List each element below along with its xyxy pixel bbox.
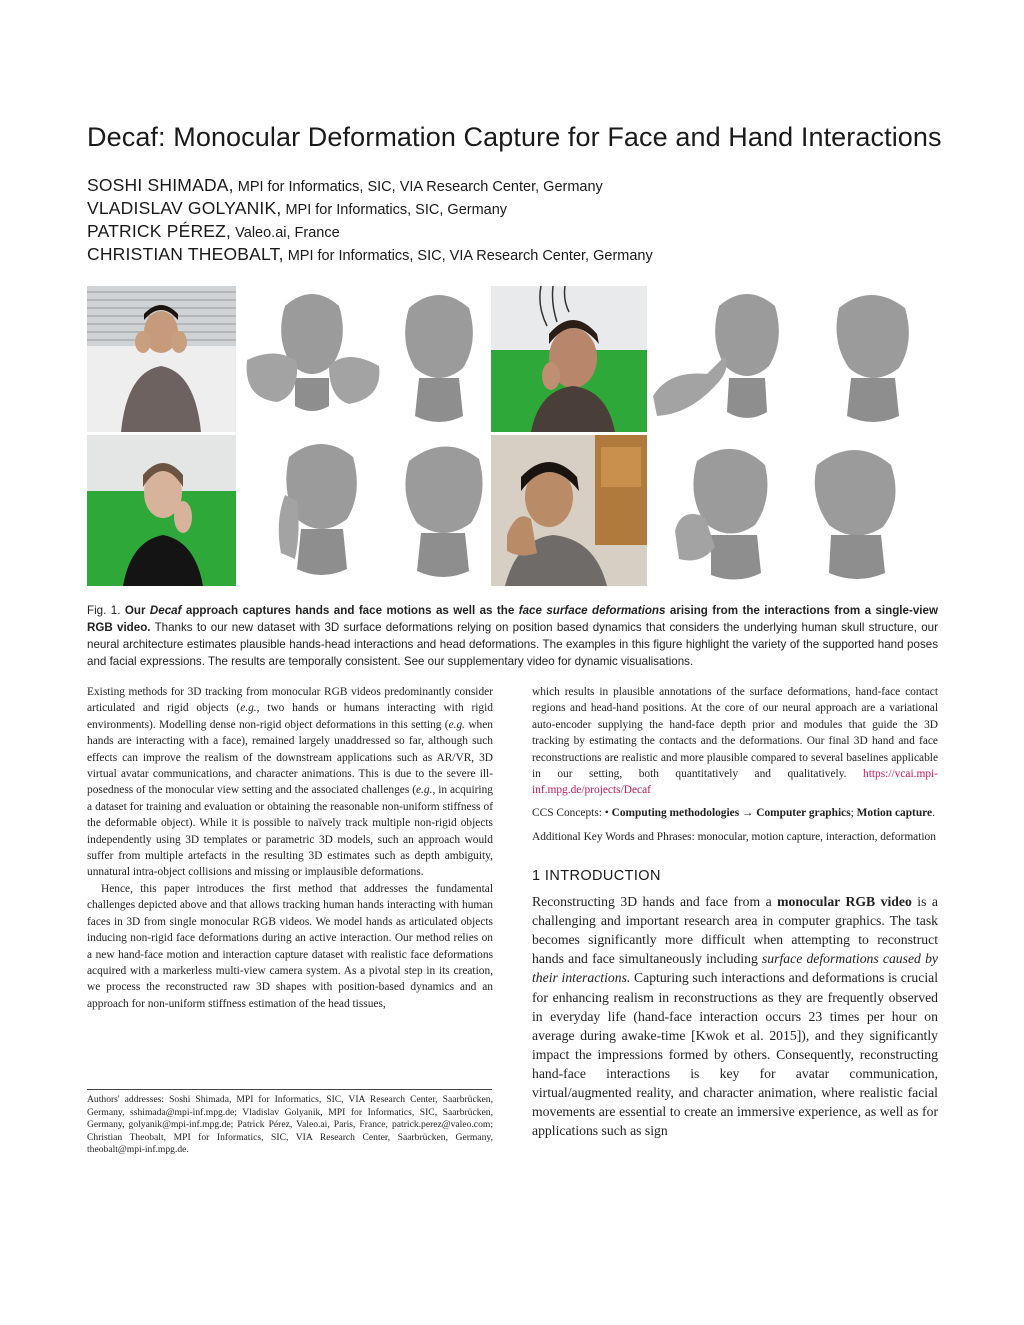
intro-text: Reconstructing 3D hands and face from a <box>532 894 778 910</box>
caption-bold-italic-text: face surface deformations <box>518 604 666 617</box>
author-entry <box>87 174 967 197</box>
caption-bold-text: Our <box>124 604 146 617</box>
author-name: CHRISTIAN THEOBALT, <box>87 244 284 264</box>
reconstruction-mesh-4 <box>817 286 937 432</box>
ccs-concept: Motion capture <box>856 806 933 819</box>
project-url-link[interactable]: https://vcai.mpi-inf.mpg.de/projects/Decaf <box>532 768 938 797</box>
ccs-end: . <box>932 806 935 819</box>
caption-text: Thanks to our new dataset with 3D surface deformations relying on position based dynamics that considers the underlying human skull structure, our neural architecture estimates plausible hands-head interactions and head deformations. The examples in this figure highlight the variety of the supported hand poses and facial expressions. The results are temporally consistent. See our supplementary video for dynamic visualisations. <box>87 621 938 668</box>
section-heading: 1 INTRODUCTION <box>532 867 661 884</box>
caption-bold-italic-text: Decaf <box>149 604 182 617</box>
reconstruction-mesh-1 <box>237 286 388 432</box>
keywords: Additional Key Words and Phrases: monocular, motion capture, interaction, deformation <box>532 831 936 844</box>
authors-addresses-footnote: Authors' addresses: Soshi Shimada, MPI for Informatics, SIC, VIA Research Center, Saarbrücken, Germany, sshimada@mpi-inf.mpg.de; Vladislav Golyanik, MPI for Informatics, SIC, Saarbrücken, Germany, golyanik@mpi-inf.mpg.de; Patrick Pérez, Valeo.ai, Paris, France, patrick.perez@valeo.com; Christian Theobalt, MPI for Informatics, SIC, VIA Research Center, Saarbrücken, Germany, theobalt@mpi-inf.mpg.de. <box>87 1094 493 1156</box>
abstract-text: which results in plausible annotations of the surface deformations, hand-face contact regions and head-hand positions. At the core of our neural approach are a variational auto-encoder supplying the hand-face depth prior and modules that guide the 3D tracking by estimating the contacts and the deformations. Our final 3D hand and face reconstructions are realistic and more plausible compared to several baselines applicable in our setting, both quantitatively and qualitatively. <box>532 686 938 781</box>
left-column <box>87 684 493 1012</box>
abstract-paragraph: Hence, this paper introduces the first method that addresses the fundamental challenges depicted above and that allows tracking human hands interacting with human faces in 3D from single monocular RGB videos. We model hands as articulated objects inducing non-rigid face deformations during an active interaction. Our method relies on a new hand-face motion and interaction capture dataset with realistic face deformations acquired with a markerless multi-view camera system. As a pivotal step in its creation, we process the reconstructed raw 3D shapes with position-based dynamics and an approach for non-uniform stiffness estimation of the head tissues, <box>87 882 493 1010</box>
reconstruction-mesh-8 <box>799 435 919 586</box>
reconstruction-mesh-6 <box>387 435 497 586</box>
intro-paragraph <box>532 892 938 1140</box>
abstract-paragraph <box>87 684 493 881</box>
caption-bold-text: arising from the interactions from a single-view RGB video. <box>87 604 938 634</box>
figure-label: Fig. 1. <box>87 604 121 617</box>
abstract-text: , two hands or humans interacting with rigid environments). Modelling dense non-rigid object deformations in this setting ( <box>87 702 493 731</box>
reconstruction-mesh-3 <box>649 286 815 432</box>
abstract-text: Existing methods for 3D tracking from monocular RGB videos predominantly consider articulated and rigid objects ( <box>87 686 493 715</box>
figure-caption <box>87 602 938 670</box>
author-entry <box>87 243 967 266</box>
author-affiliation: Valeo.ai, France <box>231 225 340 241</box>
teaser-figure <box>87 286 937 586</box>
author-list <box>87 174 967 266</box>
author-affiliation: MPI for Informatics, SIC, VIA Research Center, Germany <box>233 179 603 195</box>
reconstruction-mesh-2 <box>389 286 489 432</box>
author-name: VLADISLAV GOLYANIK, <box>87 198 282 218</box>
footnote-divider <box>87 1089 492 1090</box>
author-affiliation: MPI for Informatics, SIC, VIA Research Center, Germany <box>283 248 653 264</box>
author-entry <box>87 220 967 243</box>
abstract-text: , in acquiring a dataset for training and evaluation or obtaining the reasonable non-uniform stiffness of the deformable object). While it is possible to naïvely track multiple non-rigid objects independently using 3D templates or parametric 3D models, such an approach would suffer from multiple artefacts in the resulting 3D estimates such as depth ambiguity, unnatural intra-object collisions and missing or implausible deformations. <box>87 784 493 879</box>
intro-text: Capturing such interactions and deformations is crucial for enhancing realism in reconstructions as they are frequently observed in everyday life (hand-face interaction occurs 23 times per hour on average during awake-time [Kwok et al. 2015]), and they significantly impact the impressions formed by others. Consequently, reconstructing hand-face interactions is key for avatar communication, virtual/augmented reality, and character animation, where realistic facial movements are essential to create an immersive experience, as well as for applications such as sign <box>532 970 938 1139</box>
ccs-separator: ; <box>850 806 857 819</box>
input-photo-3 <box>87 435 236 586</box>
abstract-italic: e.g. <box>415 784 433 797</box>
ccs-concepts <box>532 805 938 821</box>
arxiv-stamp <box>12 360 82 960</box>
reconstruction-mesh-7 <box>671 435 781 586</box>
arxiv-stamp-graphic <box>12 360 82 960</box>
author-name: PATRICK PÉREZ, <box>87 221 232 241</box>
author-affiliation: MPI for Informatics, SIC, Germany <box>281 202 508 218</box>
caption-bold-text: approach captures hands and face motions as well as the <box>185 604 515 617</box>
abstract-italic: e.g. <box>448 718 466 731</box>
abstract-paragraph <box>532 684 938 799</box>
intro-italic: surface deformations caused by their interactions. <box>532 951 938 986</box>
abstract-italic: e.g. <box>240 702 257 715</box>
input-photo-4 <box>491 435 647 586</box>
paper-title: Decaf: Monocular Deformation Capture for Face and Hand Interactions <box>87 122 942 152</box>
ccs-prefix: CCS Concepts: • <box>532 806 612 819</box>
author-entry <box>87 197 967 220</box>
intro-bold: monocular RGB video <box>777 894 912 910</box>
input-photo-2 <box>491 286 647 432</box>
ccs-concept: Computing methodologies → Computer graphics <box>611 806 851 819</box>
author-name: SOSHI SHIMADA, <box>87 175 234 195</box>
input-photo-1 <box>87 286 236 432</box>
reconstruction-mesh-5 <box>271 435 377 586</box>
right-column <box>532 684 938 1140</box>
intro-text: is a challenging and important research area in computer graphics. The task becomes significantly more difficult when attempting to reconstruct hands and face simultaneously including <box>532 894 938 967</box>
abstract-text: when hands are interacting with a face), remained largely unaddressed so far, although such effects can improve the realism of the downstream applications such as AR/VR, 3D virtual avatar communications, and character animations. This is due to the severe ill-posedness of the monocular view setting and the associated challenges ( <box>87 718 493 797</box>
